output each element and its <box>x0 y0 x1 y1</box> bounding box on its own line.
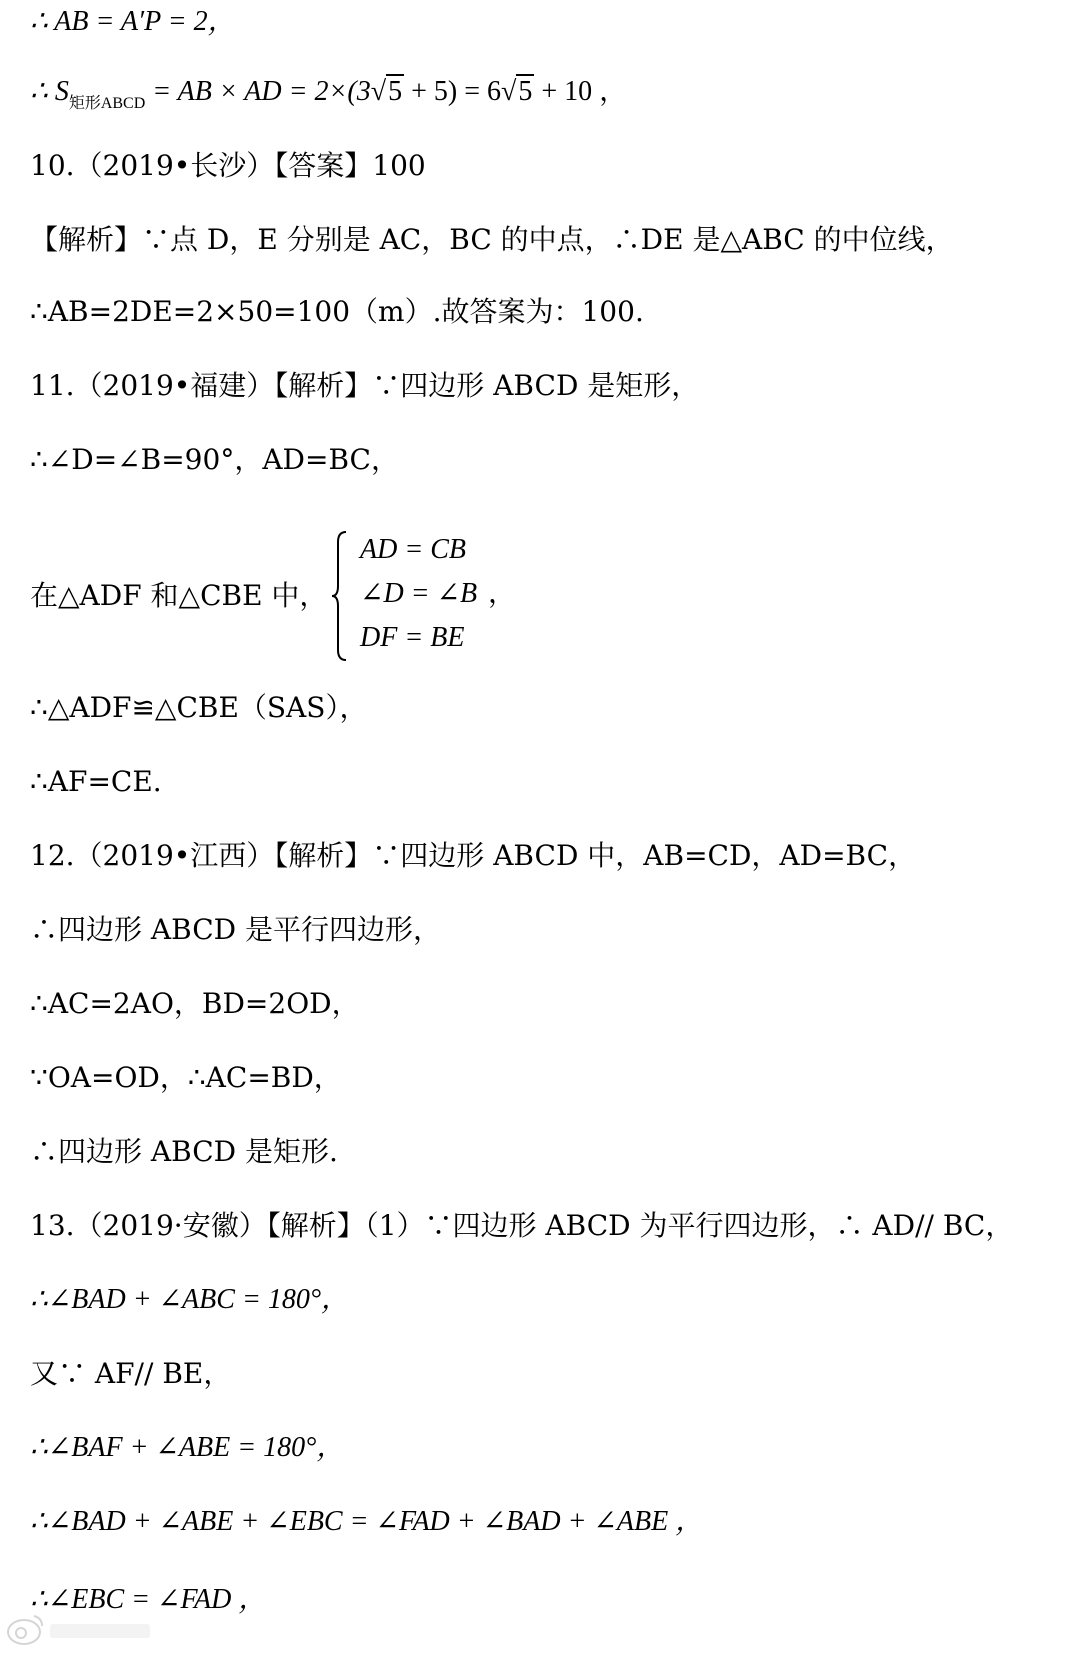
system-row-3: DF = BE <box>360 622 465 653</box>
sqrt-1: √5 <box>370 76 403 107</box>
line-18: 又∵ AF// BE， <box>30 1357 232 1390</box>
equation-system <box>330 530 550 662</box>
line-19: ∴∠BAF + ∠ABE = 180°， <box>30 1432 345 1463</box>
line-7: ∴∠D=∠B=90°，AD=BC， <box>30 443 399 476</box>
sqrt-1-radicand: 5 <box>388 76 403 107</box>
sqrt-2-radicand: 5 <box>518 76 533 107</box>
system-row-1: AD = CB <box>360 534 466 565</box>
line-12: ∴四边形 ABCD 是平行四边形， <box>30 913 441 946</box>
line-5: ∴AB=2DE=2×50=100（m）.故答案为：100. <box>30 295 644 328</box>
line-2-mid: = AB × AD = 2×(3 <box>145 76 371 107</box>
line-6-problem-11: 11.（2019•福建）【解析】∵四边形 ABCD 是矩形， <box>30 369 700 402</box>
line-15: ∴四边形 ABCD 是矩形. <box>30 1135 338 1168</box>
line-10: ∴AF=CE. <box>30 765 162 798</box>
line-4-problem-10-analysis: 【解析】∵点 D，E 分别是 AC，BC 的中点，∴DE 是△ABC 的中位线， <box>30 223 954 256</box>
line-1: ∴ AB = A′P = 2， <box>30 6 236 37</box>
line-17: ∴∠BAD + ∠ABC = 180°， <box>30 1284 350 1315</box>
line-11-problem-12: 12.（2019•江西）【解析】∵四边形 ABCD 中，AB=CD，AD=BC， <box>30 839 917 872</box>
line-2-area-formula <box>30 72 627 116</box>
line-2-prefix: ∴ S <box>30 76 69 107</box>
weibo-logo-icon <box>4 1610 164 1650</box>
left-brace-icon <box>330 530 350 662</box>
line-21: ∴∠EBC = ∠FAD ， <box>30 1584 267 1615</box>
line-2-subscript: 矩形ABCD <box>68 95 146 112</box>
system-row-2: ∠D = ∠B <box>360 578 478 609</box>
line-16-problem-13: 13.（2019·安徽）【解析】（1）∵四边形 ABCD 为平行四边形，∴ AD// BC， <box>30 1209 1014 1242</box>
line-8-triangle-intro: 在△ADF 和△CBE 中， <box>30 579 328 612</box>
line-14: ∵OA=OD，∴AC=BD， <box>30 1061 342 1094</box>
line-9: ∴△ADF≌△CBE（SAS）， <box>30 691 368 724</box>
system-trailing-comma: ， <box>488 578 517 609</box>
line-2-end: + 10 ， <box>534 76 628 107</box>
line-20: ∴∠BAD + ∠ABE + ∠EBC = ∠FAD + ∠BAD + ∠ABE ， <box>30 1506 704 1537</box>
line-3-problem-10-answer: 10.（2019•长沙）【答案】100 <box>30 149 426 182</box>
line-13: ∴AC=2AO，BD=2OD， <box>30 987 360 1020</box>
sqrt-2: √5 <box>501 76 533 107</box>
line-2-mid2: + 5) = 6 <box>404 76 501 107</box>
